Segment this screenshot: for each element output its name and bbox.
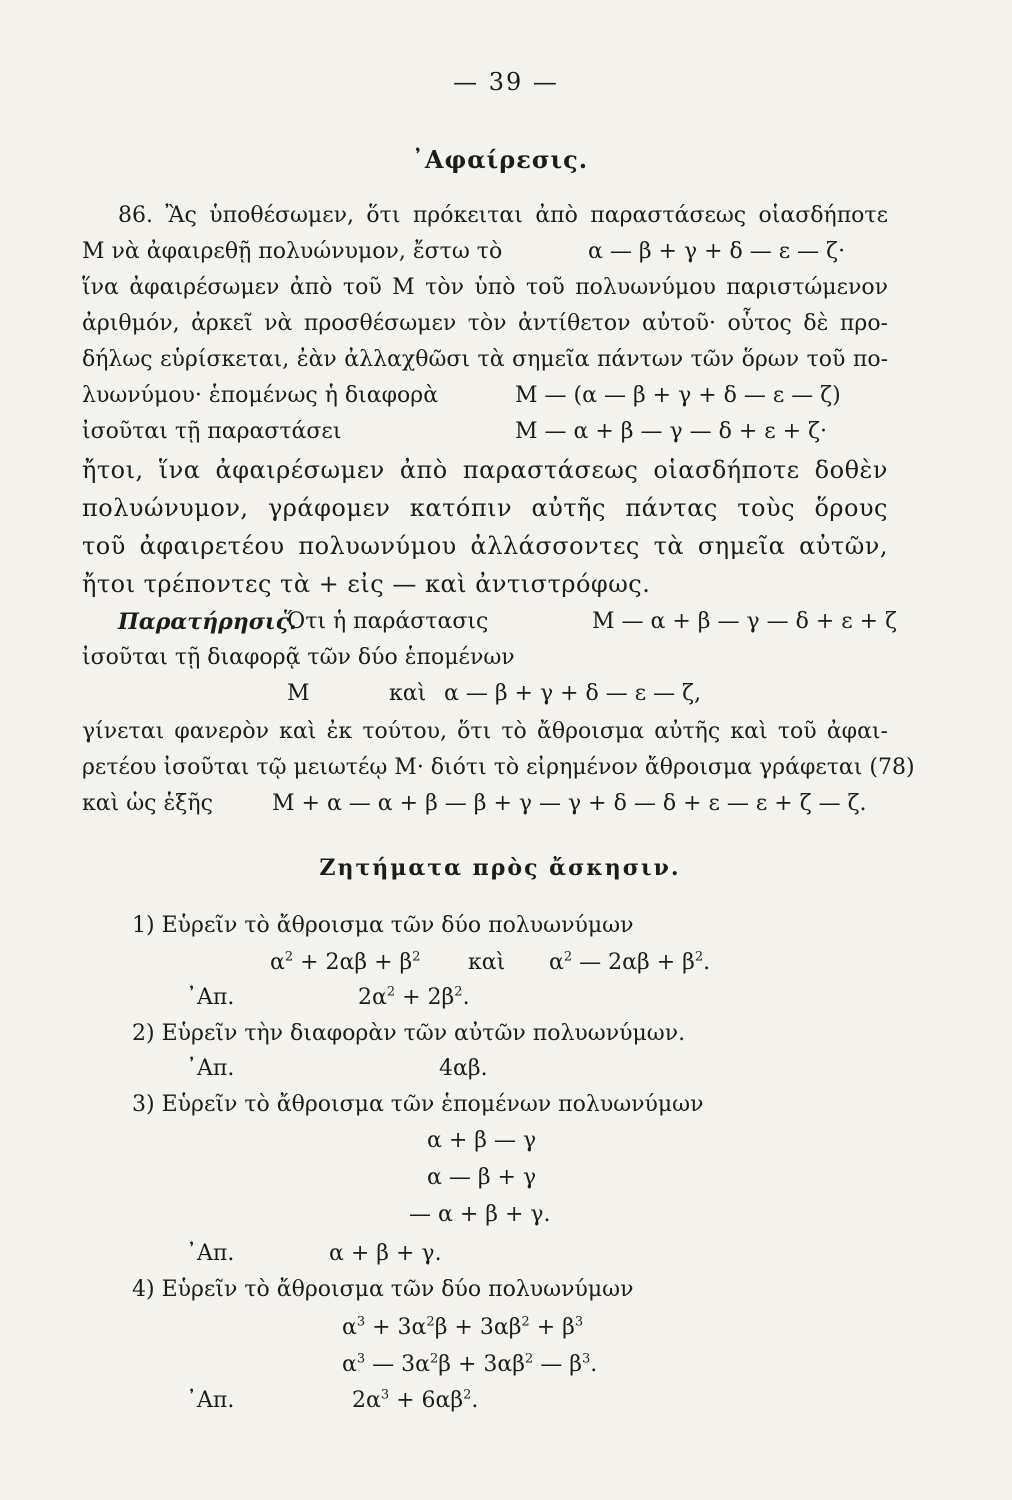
exercise-2-question: 2) Εὑρεῖν τὴν διαφορὰν τῶν αὐτῶν πολυωνύμων. <box>132 1021 686 1046</box>
exercise-1-polynomial-b: $\alpha^2$ — $2\alpha\beta + \beta^2$. <box>549 949 711 975</box>
exercise-4-answer: $2\alpha^3 + 6\alpha\beta^2$. <box>352 1387 479 1413</box>
exercise-4-polynomial-2: $\alpha^3$ — $3\alpha^2\beta + 3\alpha\beta^2$ — $\beta^3$. <box>342 1351 598 1377</box>
exercise-3-answer-label: ᾿Απ. <box>186 1241 235 1266</box>
remark-line-2: ἰσοῦται τῇ διαφορᾷ τῶν δύο ἑπομένων <box>82 645 515 670</box>
exercise-3-polynomial-1: α + β — γ <box>427 1128 537 1153</box>
paragraph-86-line-2-formula: α — β + γ + δ — ε — ζ· <box>588 239 846 264</box>
exercise-3-polynomial-2: α — β + γ <box>427 1165 537 1190</box>
exercise-2-answer: 4αβ. <box>439 1056 488 1081</box>
exercise-3-polynomial-3: — α + β + γ. <box>409 1202 551 1227</box>
paragraph-86-line-9: πολυώνυμον, γράφομεν κατόπιν αὐτῆς πάντας τοὺς ὅρους <box>82 494 888 522</box>
remark-line-3-m: Μ <box>287 681 310 706</box>
exercise-3-question: 3) Εὑρεῖν τὸ ἄθροισμα τῶν ἑπομένων πολυωνύμων <box>132 1092 704 1117</box>
remark-line-3-kai: καὶ <box>389 681 427 706</box>
paragraph-86-line-5: δήλως εὑρίσκεται, ἐὰν ἀλλαχθῶσι τὰ σημεῖα πάντων τῶν ὅρων τοῦ πο- <box>82 347 888 372</box>
paragraph-86-line-1: 86. Ἂς ὑποθέσωμεν, ὅτι πρόκειται ἀπὸ παραστάσεως οἱασδήποτε <box>118 203 888 228</box>
paragraph-86-line-4: ἀριθμόν, ἀρκεῖ νὰ προσθέσωμεν τὸν ἀντίθετον αὐτοῦ· οὗτος δὲ προ- <box>82 311 888 336</box>
exercises-title: Ζητήματα πρὸς ἄσκησιν. <box>319 855 681 881</box>
paragraph-86-line-7-text: ἰσοῦται τῇ παραστάσει <box>82 419 342 444</box>
remark-line-6-text: καὶ ὡς ἑξῆς <box>82 791 213 816</box>
remark-line-5: ρετέου ἰσοῦται τῷ μειωτέῳ Μ· διότι τὸ εἰρημένον ἄθροισμα γράφεται (78) <box>82 755 915 780</box>
exercise-4-polynomial-1: $\alpha^3 + 3\alpha^2\beta + 3\alpha\beta^2 + \beta^3$ <box>342 1314 584 1340</box>
remark-line-1-text: Ὅτι ἡ παράστασις <box>284 609 489 634</box>
paragraph-86-line-6-formula: Μ — (α — β + γ + δ — ε — ζ) <box>515 383 841 408</box>
exercise-4-question: 4) Εὑρεῖν τὸ ἄθροισμα τῶν δύο πολυωνύμων <box>132 1277 634 1302</box>
remark-line-6-formula: Μ + α — α + β — β + γ — γ + δ — δ + ε — ε + ζ — ζ. <box>272 791 867 816</box>
exercise-1-answer: $2\alpha^2 + 2\beta^2$. <box>358 984 470 1010</box>
paragraph-86-line-7-formula: Μ — α + β — γ — δ + ε + ζ· <box>515 419 828 444</box>
exercise-1-question: 1) Εὑρεῖν τὸ ἄθροισμα τῶν δύο πολυωνύμων <box>132 913 634 938</box>
page-number: — 39 — <box>453 68 559 96</box>
paragraph-86-line-11: ἤτοι τρέποντες τὰ + εἰς — καὶ ἀντιστρόφως. <box>82 570 651 598</box>
paragraph-86-line-6-text: λυωνύμου· ἑπομένως ἡ διαφορὰ <box>82 383 439 408</box>
remark-line-3-formula: α — β + γ + δ — ε — ζ, <box>444 681 702 706</box>
remark-line-4: γίνεται φανερὸν καὶ ἐκ τούτου, ὅτι τὸ ἄθροισμα αὐτῆς καὶ τοῦ ἀφαι- <box>82 719 888 744</box>
section-title: ᾿Αφαίρεσις. <box>411 145 589 174</box>
remark-label: Παρατήρησις. <box>118 609 297 635</box>
exercise-3-answer: α + β + γ. <box>329 1241 442 1266</box>
paragraph-86-line-3: ἵνα ἀφαιρέσωμεν ἀπὸ τοῦ Μ τὸν ὑπὸ τοῦ πολυωνύμου παριστώμενον <box>82 275 888 300</box>
remark-line-1-formula: Μ — α + β — γ — δ + ε + ζ <box>592 609 898 634</box>
exercise-1-polynomial-a: $\alpha^2 + 2\alpha\beta + \beta^2$ <box>270 949 421 975</box>
exercise-1-kai: καὶ <box>468 950 506 975</box>
paragraph-86-line-10: τοῦ ἀφαιρετέου πολυωνύμου ἀλλάσσοντες τὰ σημεῖα αὐτῶν, <box>82 532 888 560</box>
paragraph-86-line-8: ἤτοι, ἵνα ἀφαιρέσωμεν ἀπὸ παραστάσεως οἱασδήποτε δοθὲν <box>82 456 888 484</box>
exercise-1-answer-label: ᾿Απ. <box>186 985 235 1010</box>
paragraph-86-line-2-text: Μ νὰ ἀφαιρεθῇ πολυώνυμον, ἔστω τὸ <box>82 239 503 264</box>
exercise-2-answer-label: ᾿Απ. <box>186 1056 235 1081</box>
exercise-4-answer-label: ᾿Απ. <box>186 1388 235 1413</box>
